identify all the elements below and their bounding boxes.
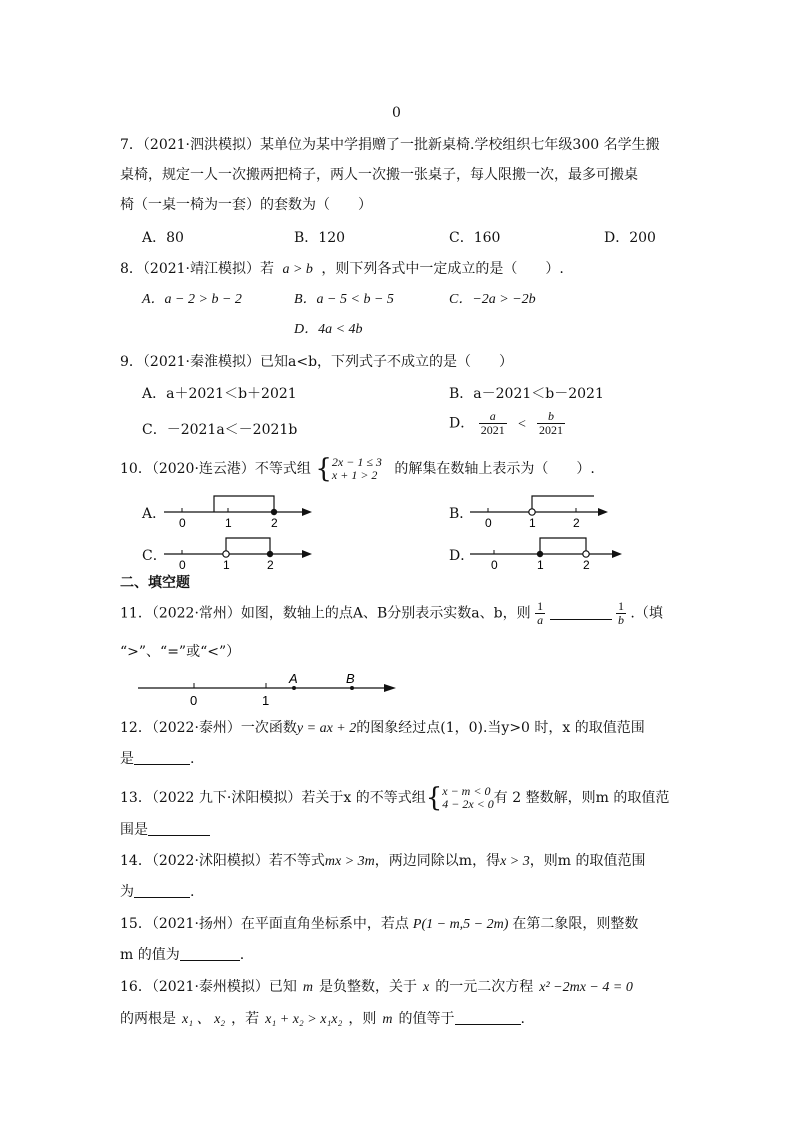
tick-label-2: 2 xyxy=(573,516,580,530)
q9-option-d-prefix: D． xyxy=(449,415,475,432)
q16-text-2: 的一元二次方程 xyxy=(435,979,534,995)
q13-line2 xyxy=(120,821,210,839)
q16-text-1: 是负整数，关于 xyxy=(319,979,418,995)
q13-sys-line1: x − m < 0 xyxy=(442,784,491,798)
q11-frac-b xyxy=(616,600,626,627)
q10-stem xyxy=(120,456,595,482)
q14-inequality-1: mx > 3m xyxy=(324,854,375,869)
q11-frac-a-denominator: a xyxy=(537,613,544,627)
q15-stem xyxy=(120,915,638,934)
axis-arrow xyxy=(384,684,396,692)
tick-label-0: 0 xyxy=(179,516,186,530)
q14-line2-text: 为 xyxy=(120,884,134,900)
q10-system xyxy=(332,456,382,482)
point-a-dot xyxy=(292,686,296,690)
open-dot-1 xyxy=(223,551,229,557)
tick-label-2: 2 xyxy=(583,558,590,572)
q13-line2-text: 围是 xyxy=(120,822,148,838)
q13-sys-line2: 4 − 2x < 0 xyxy=(442,797,494,811)
q11-stem xyxy=(120,600,663,627)
q14-answer-blank[interactable] xyxy=(134,883,190,898)
q11-frac-b-denominator: b xyxy=(617,613,624,627)
q10-option-a-label: A． xyxy=(142,506,167,522)
q7-line2: 桌椅，规定一人一次搬两把椅子，两人一次搬一张桌子，每人限搬一次，最多可搬桌 xyxy=(120,167,638,183)
q9-frac-a-numerator: a xyxy=(479,410,507,424)
q9-option-a: A．a＋2021＜b＋2021 xyxy=(142,386,297,402)
q14-suffix: ，则m 的取值范围 xyxy=(529,853,646,869)
tick-label-1: 1 xyxy=(537,558,544,572)
q9-option-c: C．－2021a＜－2021b xyxy=(142,422,298,438)
q7-option-b: B．120 xyxy=(294,230,346,246)
q7-line3: 椅（一桌一椅为一套）的套数为（ ） xyxy=(120,197,372,213)
tick-label-0: 0 xyxy=(485,516,492,530)
q7-option-a: A．80 xyxy=(142,230,184,246)
q11-line2: “>”、“=”或“<”） xyxy=(120,644,241,660)
q12-answer-blank[interactable] xyxy=(134,750,190,765)
q15-line2: m 的值为 . xyxy=(120,947,245,963)
q12-prefix: 12．（2022·泰州）一次函数 xyxy=(120,720,297,736)
q10-option-d-label: D． xyxy=(449,548,475,564)
q12-stem xyxy=(120,719,645,738)
q9-option-d-frac-a xyxy=(479,410,507,437)
q10-brace: { xyxy=(315,454,332,484)
tick-label-0: 0 xyxy=(179,558,186,572)
q13-stem xyxy=(120,785,669,811)
q13-prefix: 13．（2022 九下·沭阳模拟）若关于x 的不等式组 xyxy=(120,790,426,806)
q11-frac-a-numerator: 1 xyxy=(537,599,544,613)
q16-line2-d: 的值等于 xyxy=(398,1011,455,1027)
q13-brace: { xyxy=(425,783,443,813)
q14-mid: ，两边同除以m，得 xyxy=(374,853,501,869)
q15-line2-text: m 的值为 xyxy=(120,947,180,963)
q8-option-d: D．4a < 4b xyxy=(294,322,363,337)
solid-dot-2 xyxy=(267,551,273,557)
q8-condition: a > b xyxy=(282,262,313,277)
q8-option-c: C．−2a > −2b xyxy=(449,292,536,307)
q13-answer-blank[interactable] xyxy=(148,821,210,836)
q9-option-b: B．a－2021＜b－2021 xyxy=(449,386,604,402)
q11-numberline xyxy=(138,668,400,710)
q8-prefix: 8．（2021·靖江模拟）若 xyxy=(120,261,274,277)
q7-line1: 7．（2021·泗洪模拟）某单位为某中学捐赠了一批新桌椅.学校组织七年级300 名学生搬 xyxy=(120,137,660,153)
solid-dot-1 xyxy=(537,551,543,557)
q13-system xyxy=(442,785,494,811)
q11-frac-a xyxy=(535,600,545,627)
open-dot-1 xyxy=(529,509,535,515)
axis-arrow xyxy=(302,508,312,516)
q9-frac-a-denominator: 2021 xyxy=(480,423,505,437)
q9-frac-b-denominator: 2021 xyxy=(539,423,564,437)
q7-option-d: D．200 xyxy=(604,230,656,246)
q16-var-m2: m xyxy=(382,1012,393,1027)
page-number: 0 xyxy=(392,105,401,121)
q16-line2-c: ，则 xyxy=(348,1011,377,1027)
tick-label-0: 0 xyxy=(190,693,198,708)
q14-inequality-2: x > 3 xyxy=(500,854,530,869)
q10-sys-line2: x + 1 > 2 xyxy=(331,468,378,482)
tick-label-1: 1 xyxy=(262,693,270,708)
q10-option-b-label: B． xyxy=(449,506,474,522)
q9-frac-b-numerator: b xyxy=(537,410,565,424)
section-title-fill-blank: 二、填空题 xyxy=(120,575,190,591)
q16-line2-b: ，若 xyxy=(231,1011,260,1027)
q8-option-a: A．a − 2 > b − 2 xyxy=(142,292,242,307)
q10-option-c-numberline xyxy=(164,534,324,572)
tick-label-1: 1 xyxy=(225,516,232,530)
axis-arrow xyxy=(302,550,312,558)
q10-sys-line1: 2x − 1 ≤ 3 xyxy=(331,455,382,469)
solid-dot-2 xyxy=(271,509,277,515)
open-dot-2 xyxy=(583,551,589,557)
q7-option-c: C．160 xyxy=(449,230,501,246)
q15-answer-blank[interactable] xyxy=(180,946,240,961)
q10-option-b-numberline xyxy=(470,492,620,530)
q12-mid: 的图象经过点(1，0).当y>0 时，x 的取值范围 xyxy=(356,720,645,736)
q10-option-d-numberline xyxy=(470,534,630,572)
q15-point: P(1 − m,5 − 2m) xyxy=(412,917,509,932)
q16-var-m: m xyxy=(302,980,314,995)
point-a-label: A xyxy=(289,671,298,686)
q9-stem: 9．（2021·秦淮模拟）已知a<b，下列式子不成立的是（ ） xyxy=(120,354,514,370)
q16-condition: x₁ + x₂ > x₁x₂ xyxy=(265,1012,343,1027)
q10-prefix: 10．（2020·连云港）不等式组 xyxy=(120,461,311,477)
point-b-label: B xyxy=(346,671,355,686)
q14-stem xyxy=(120,852,645,871)
q9-option-d-op: < xyxy=(517,416,527,432)
solution-bracket xyxy=(214,496,274,512)
q15-suffix: 在第二象限，则整数 xyxy=(512,916,639,932)
axis-arrow xyxy=(598,508,608,516)
q16-answer-blank[interactable] xyxy=(455,1010,521,1025)
tick-label-1: 1 xyxy=(223,558,230,572)
q12-line2: 是 . xyxy=(120,751,195,767)
solution-ray xyxy=(532,496,594,512)
q16-line2: 的两根是 x₁ 、 x₂ ，若 x₁ + x₂ > x₁x₂ ，则 m 的值等于 . xyxy=(120,1011,525,1027)
q11-suffix: .（填 xyxy=(630,605,663,622)
point-b-dot xyxy=(350,686,354,690)
q16-var-x: x xyxy=(423,980,430,995)
q12-line2-text: 是 xyxy=(120,751,134,767)
q16-line2-a: 的两根是 xyxy=(120,1011,176,1027)
q16-prefix: 16．（2021·泰州模拟）已知 xyxy=(120,979,297,995)
solution-bracket xyxy=(540,538,586,554)
q13-suffix: 有 2 整数解，则m 的取值范 xyxy=(493,790,670,806)
q8-suffix: ，则下列各式中一定成立的是（ ）. xyxy=(321,261,564,277)
q15-prefix: 15．（2021·扬州）在平面直角坐标系中，若点 xyxy=(120,916,409,932)
q9-option-d xyxy=(449,410,565,437)
q11-prefix: 11．（2022·常州）如图，数轴上的点A、B分别表示实数a、b，则 xyxy=(120,605,531,622)
q10-suffix: 的解集在数轴上表示为（ ）. xyxy=(394,461,595,477)
axis-arrow xyxy=(612,550,622,558)
q8-option-b: B．a − 5 < b − 5 xyxy=(294,292,394,307)
q8-stem xyxy=(120,260,564,279)
tick-label-2: 2 xyxy=(271,516,278,530)
q10-option-c-label: C． xyxy=(142,548,167,564)
tick-label-0: 0 xyxy=(491,558,498,572)
q10-option-a-numberline xyxy=(164,492,324,530)
tick-label-1: 1 xyxy=(529,516,536,530)
q14-line2: 为 . xyxy=(120,884,195,900)
q11-frac-b-numerator: 1 xyxy=(617,599,624,613)
q9-option-d-frac-b xyxy=(537,410,565,437)
q11-answer-blank[interactable] xyxy=(550,605,612,620)
tick-label-2: 2 xyxy=(267,558,274,572)
q14-prefix: 14．（2022·沭阳模拟）若不等式 xyxy=(120,853,325,869)
q16-stem xyxy=(120,978,633,997)
q16-equation: x² −2mx − 4 = 0 xyxy=(539,980,633,995)
q16-roots: x₁ 、 x₂ xyxy=(182,1012,226,1027)
solution-bracket xyxy=(226,538,270,554)
q12-function: y = ax + 2 xyxy=(296,721,357,736)
